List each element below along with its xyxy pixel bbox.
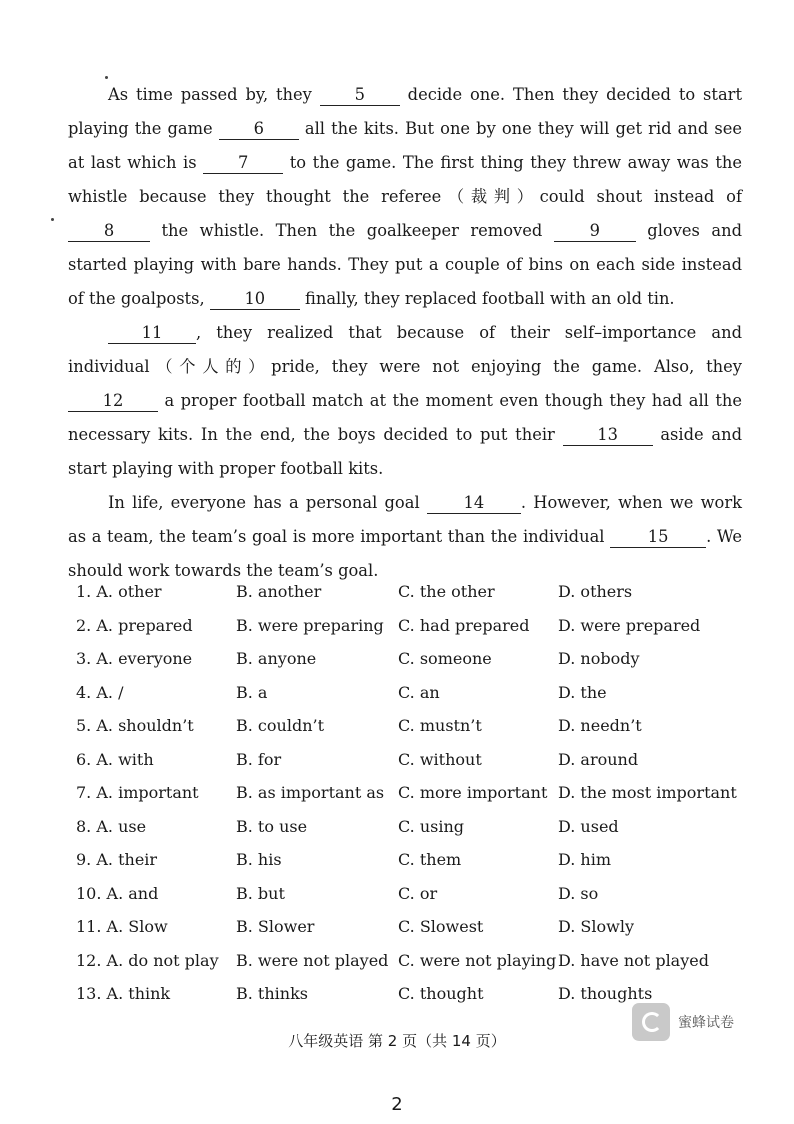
option-b: B. another: [236, 582, 322, 601]
option-b: B. to use: [236, 816, 308, 836]
passage-text: the whistle. Then the goalkeeper removed: [150, 221, 554, 240]
option-row: [76, 917, 766, 951]
option-d: D. needn’t: [558, 716, 642, 735]
blank-5: 5: [320, 85, 400, 106]
option-row: [76, 884, 766, 918]
option-d: D. the: [558, 682, 607, 702]
paragraph-3: [68, 486, 742, 588]
passage-text: finally, they replaced football with an old tin.: [299, 289, 675, 308]
option-d: D. so: [558, 883, 599, 903]
option-a: 13. A. think: [76, 984, 171, 1003]
option-b: B. for: [236, 749, 282, 769]
page-footer: 八年级英语 第 2 页（共 14 页）: [288, 1032, 506, 1050]
blank-9: 9: [554, 221, 636, 242]
cloze-passage: [68, 78, 742, 588]
paragraph-2: [68, 316, 742, 486]
passage-text: aside and start playing with proper football kits.: [68, 425, 742, 478]
option-c: C. without: [398, 749, 482, 769]
option-d: D. used: [558, 816, 619, 836]
option-b: B. as important as: [236, 783, 385, 802]
passage-text: gloves and started playing with bare hands. They put a couple of bins on each side instead of the goalposts,: [68, 221, 742, 308]
option-c: C. mustn’t: [398, 716, 482, 735]
option-a: 12. A. do not play: [76, 950, 219, 970]
blank-8: 8: [68, 221, 150, 242]
option-c: C. or: [398, 883, 438, 903]
passage-text: a proper football match at the moment even though they had all the necessary kits. In the end, the boys decided to put their: [68, 391, 742, 444]
option-row: [76, 582, 766, 616]
option-d: D. were prepared: [558, 615, 701, 635]
option-row: [76, 750, 766, 784]
option-c: C. an: [398, 682, 440, 702]
option-d: D. him: [558, 850, 612, 869]
option-a: 3. A. everyone: [76, 649, 193, 668]
option-b: B. Slower: [236, 917, 315, 936]
option-row: [76, 783, 766, 817]
blank-6: 6: [219, 119, 299, 140]
passage-text: . However, when we work as a team, the team’s goal is more important than the individual: [68, 493, 743, 546]
blank-13: 13: [563, 425, 653, 446]
paragraph-1: [68, 78, 742, 316]
option-a: 10. A. and: [76, 883, 159, 903]
blank-7: 7: [203, 153, 283, 174]
passage-text: . We should work towards the team’s goal.: [68, 527, 742, 580]
option-b: B. thinks: [236, 984, 308, 1003]
option-row: [76, 951, 766, 985]
option-a: 6. A. with: [76, 749, 154, 769]
option-b: B. anyone: [236, 649, 317, 668]
blank-10: 10: [210, 289, 300, 310]
option-d: D. around: [558, 749, 639, 769]
option-d: D. others: [558, 582, 633, 601]
blank-11: 11: [108, 323, 196, 344]
option-d: D. Slowly: [558, 917, 634, 936]
option-a: 7. A. important: [76, 783, 199, 802]
option-c: C. thought: [398, 984, 484, 1003]
option-b: B. were preparing: [236, 615, 384, 635]
option-c: C. Slowest: [398, 917, 484, 936]
option-row: [76, 649, 766, 683]
passage-text: all the kits. But one by one they will get rid and see at last which is: [68, 119, 742, 172]
option-c: C. had prepared: [398, 615, 530, 635]
passage-text: In life, everyone has a personal goal: [108, 493, 427, 512]
blank-14: 14: [427, 493, 521, 514]
option-a: 1. A. other: [76, 582, 162, 601]
option-b: B. a: [236, 682, 268, 702]
option-row: [76, 616, 766, 650]
option-c: C. the other: [398, 582, 495, 601]
blank-12: 12: [68, 391, 158, 412]
page-number: 2: [391, 1094, 403, 1115]
option-a: 8. A. use: [76, 816, 147, 836]
option-c: C. someone: [398, 649, 492, 668]
option-d: D. have not played: [558, 950, 709, 970]
option-c: C. were not playing: [398, 950, 557, 970]
option-b: B. were not played: [236, 950, 389, 970]
passage-text: to the game. The first thing they threw away was the whistle because they thought the referee（裁判）could shout instead of: [68, 153, 743, 206]
option-c: C. using: [398, 816, 465, 836]
option-row: [76, 716, 766, 750]
option-b: B. his: [236, 850, 282, 869]
stray-mark: [51, 218, 54, 221]
option-b: B. couldn’t: [236, 716, 325, 735]
option-row: [76, 817, 766, 851]
option-a: 4. A. /: [76, 682, 124, 702]
passage-text: , they realized that because of their self–importance and individual（个人的）pride, they were not enjoying the game. Also, they: [68, 323, 742, 376]
option-a: 9. A. their: [76, 850, 158, 869]
blank-15: 15: [610, 527, 706, 548]
option-d: D. nobody: [558, 649, 640, 668]
option-row: [76, 850, 766, 884]
option-row: [76, 683, 766, 717]
answer-options: [76, 582, 766, 1018]
watermark-text: 蜜蜂试卷: [678, 1015, 734, 1031]
option-c: C. more important: [398, 783, 548, 802]
option-b: B. but: [236, 883, 285, 903]
passage-text: As time passed by, they: [108, 85, 320, 104]
passage-text: decide one. Then they decided to start playing the game: [68, 85, 742, 138]
option-a: 5. A. shouldn’t: [76, 716, 194, 735]
option-d: D. thoughts: [558, 984, 653, 1003]
option-c: C. them: [398, 850, 462, 869]
option-d: D. the most important: [558, 783, 737, 802]
option-a: 2. A. prepared: [76, 615, 193, 635]
option-a: 11. A. Slow: [76, 917, 168, 936]
